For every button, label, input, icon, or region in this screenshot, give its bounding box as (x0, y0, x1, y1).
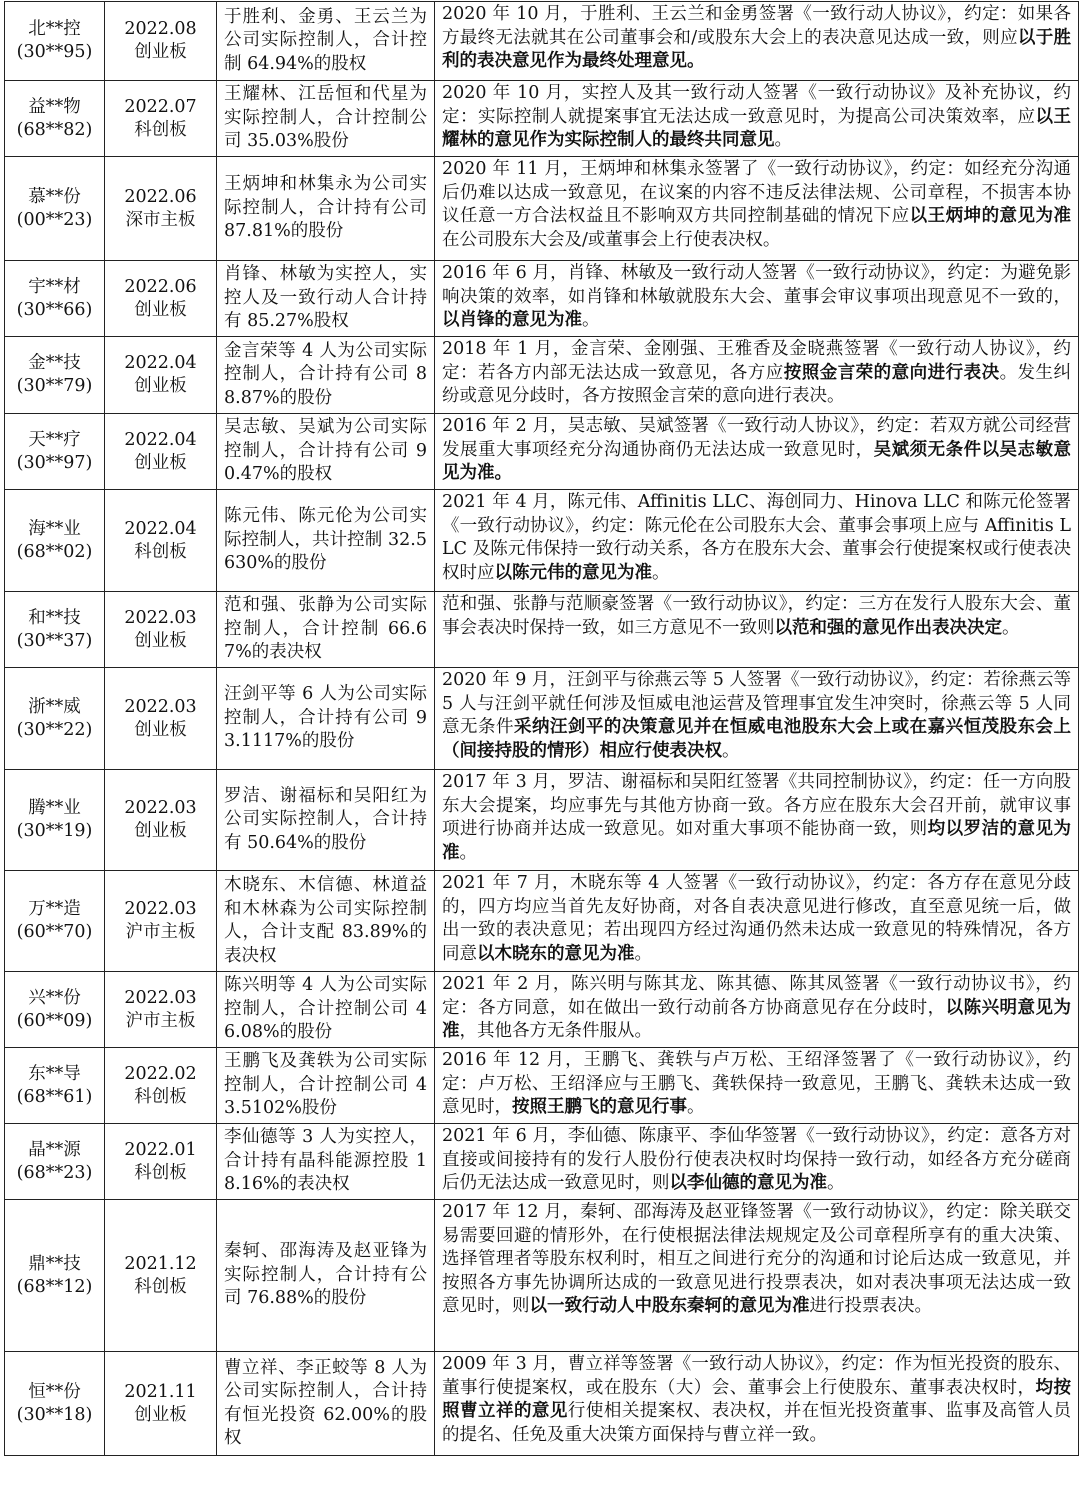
controllers-cell: 陈元伟、陈元伦为公司实际控制人，共计控制 32.5630%的股份 (217, 490, 435, 592)
listing-cell (105, 592, 217, 668)
listing-cell (105, 1124, 217, 1200)
agreement-text: 2017 年 3 月，罗洁、谢福标和吴阳红签署《共同控制协议》，约定：任一方向股东大会提案，均应事先与其他方协商一致。各方应在股东大会召开前，就审议事项进行协商并达成一致意见。如对重大事项不能协商一致，则 (442, 772, 1071, 839)
listing-board: 沪市主板 (125, 1010, 196, 1031)
company-cell (5, 1124, 105, 1200)
listing-date: 2022.06 (124, 186, 197, 207)
company-name: 宇**材 (28, 276, 81, 297)
listing-board: 科创板 (134, 119, 187, 140)
listing-board: 科创板 (134, 1162, 187, 1183)
agreement-cell (435, 972, 1079, 1048)
controllers-cell: 李仙德等 3 人为实控人，合计持有晶科能源控股 18.16%的表决权 (217, 1124, 435, 1200)
listing-date: 2022.03 (124, 987, 197, 1008)
agreement-text: 2021 年 2 月，陈兴明与陈其龙、陈其德、陈其凤签署《一致行动协议书》，约定：各方同意，如在做出一致行动前各方协商意见存在分歧时， (442, 974, 1071, 1018)
agreement-text: 2020 年 10 月，实控人及其一致行动人签署《一致行动协议》及补充协议，约定：实际控制人就提案事宜无法达成一致意见时，为提高公司决策效率，应 (442, 83, 1071, 127)
company-name: 鼎**技 (28, 1253, 81, 1274)
table-row (5, 668, 1079, 770)
table-row (5, 1200, 1079, 1352)
listing-date: 2022.03 (124, 899, 197, 919)
agreement-cell (435, 1200, 1079, 1352)
agreement-text: 2016 年 2 月，吴志敏、吴斌签署《一致行动人协议》，约定：若双方就公司经营发展重大事项经充分沟通协商仍无法达成一致意见时， (442, 416, 1071, 460)
agreement-key-clause: 按照王鹏飞的意见行事 (512, 1097, 687, 1117)
agreement-cell (435, 871, 1079, 972)
agreement-cell (435, 414, 1079, 490)
agreement-key-clause: 以木晓东的意见为准 (477, 943, 635, 964)
agreement-key-clause: 以陈兴明意见为准 (442, 997, 1072, 1041)
agreement-key-clause: 以一致行动人中股东秦轲的意见为准 (529, 1296, 810, 1316)
agreement-tail: 。 (652, 562, 670, 583)
agreement-cell (435, 1124, 1079, 1200)
agreement-cell (435, 157, 1079, 261)
listing-cell (105, 1048, 217, 1124)
agreement-tail: 。 (774, 130, 792, 150)
company-cell (5, 770, 105, 871)
agreement-cell (435, 81, 1079, 157)
concerted-action-table (4, 1, 1079, 1456)
controllers-cell: 王炳坤和林集永为公司实际控制人，合计持有公司 87.81%的股份 (217, 157, 435, 261)
agreement-key-clause: 以王耀林的意见作为实际控制人的最终共同意见 (442, 106, 1072, 150)
company-name: 海**业 (28, 518, 81, 539)
listing-board: 科创板 (134, 1276, 187, 1297)
agreement-key-clause: 以范和强的意见作出表决决定 (774, 617, 1002, 638)
stock-code: (60**09) (16, 1010, 93, 1031)
listing-cell (105, 1200, 217, 1352)
agreement-text: 2021 年 4 月，陈元伟、Affinitis LLC、海创同力、Hinova LLC 和陈元伦签署《一致行动协议》，约定：陈元伦在公司股东大会、董事会事项上应与 Affinitis LLC 及陈元伟保持一致行动关系，各方在股东大会、董事会行使提案权或行使表决权时应 (442, 492, 1071, 583)
agreement-text: 2009 年 3 月，曹立祥等签署《一致行动人协议》，约定：作为恒光投资的股东、董事行使提案权，或在股东（大）会、董事会上行使股东、董事表决权时， (442, 1354, 1071, 1398)
agreement-cell (435, 2, 1079, 81)
listing-date: 2022.07 (124, 96, 197, 117)
company-name: 天**疗 (28, 429, 81, 450)
agreement-tail: 。 (1002, 617, 1020, 638)
company-name: 和**技 (28, 607, 81, 628)
agreement-text: 2016 年 12 月，王鹏飞、龚轶与卢万松、王绍泽签署了《一致行动协议》，约定：卢万松、王绍泽应与王鹏飞、龚轶保持一致意见，王鹏飞、龚轶未达成一致意见时， (442, 1050, 1071, 1117)
listing-cell (105, 770, 217, 871)
controllers-cell: 罗洁、谢福标和吴阳红为公司实际控制人，合计持有 50.64%的股份 (217, 770, 435, 871)
stock-code: (30**19) (16, 821, 93, 841)
controllers-cell: 肖锋、林敏为实控人，实控人及一致行动人合计持有 85.27%股权 (217, 261, 435, 337)
controllers-cell: 于胜利、金勇、王云兰为公司实际控制人，合计控制 64.94%的股权 (217, 2, 435, 81)
listing-cell (105, 490, 217, 592)
agreement-text: 2017 年 12 月，秦轲、邵海涛及赵亚锋签署《一致行动协议》，约定：除关联交易需要回避的情形外，在行使根据法律法规规定及公司章程所享有的重大决策、选择管理者等股东权利时，相互之间进行充分的沟通和讨论后达成一致意见，并按照各方事先协调所达成的一致意见进行投票表决，如对表决事项无法达成一致意见时，则 (442, 1202, 1071, 1316)
stock-code: (60**70) (16, 922, 93, 942)
stock-code: (00**23) (16, 209, 93, 230)
agreement-text: 2020 年 9 月，汪剑平与徐燕云等 5 人签署《一致行动协议》，约定：若徐燕云等 5 人与汪剑平就任何涉及恒威电池运营及管理事宜发生冲突时，徐燕云等 5 人同意无条件 (442, 670, 1071, 737)
listing-cell (105, 81, 217, 157)
controllers-cell: 秦轲、邵海涛及赵亚锋为实际控制人，合计持有公司 76.88%的股份 (217, 1200, 435, 1352)
stock-code: (30**22) (16, 719, 93, 740)
agreement-cell (435, 261, 1079, 337)
agreement-text: 2020 年 11 月，王炳坤和林集永签署了《一致行动协议》，约定：如经充分沟通后仍难以达成一致意见，在议案的内容不违反法律法规、公司章程，不损害本协议任意一方合法权益且不影响双方共同控制基础的情况下应 (442, 159, 1071, 226)
stock-code: (30**97) (16, 452, 93, 473)
agreement-text: 2021 年 6 月，李仙德、陈康平、李仙华签署《一致行动协议》，约定：意各方对直接或间接持有的发行人股份行使表决权时均保持一致行动，如经各方充分磋商后仍无法达成一致意见时，则 (442, 1126, 1071, 1193)
agreement-key-clause: 均按照曹立祥的意见 (442, 1377, 1072, 1421)
agreement-key-clause: 以肖锋的意见为准 (442, 310, 582, 330)
agreement-tail: 进行投票表决。 (809, 1296, 932, 1316)
listing-cell (105, 2, 217, 81)
listing-date: 2021.11 (124, 1381, 197, 1402)
listing-date: 2021.12 (124, 1253, 197, 1274)
agreement-cell (435, 1048, 1079, 1124)
agreement-key-clause: 采纳汪剑平的决策意见并在恒威电池股东大会上或在嘉兴恒茂股东会上（间接持股的情形）相应行使表决权 (442, 717, 1072, 761)
controllers-cell: 陈兴明等 4 人为公司实际控制人，合计控制公司 46.08%的股份 (217, 972, 435, 1048)
table-row (5, 592, 1079, 668)
table-row (5, 490, 1079, 592)
listing-date: 2022.03 (124, 696, 197, 717)
listing-cell (105, 414, 217, 490)
listing-board: 科创板 (134, 1086, 187, 1107)
listing-date: 2022.02 (124, 1063, 197, 1084)
company-name: 恒**份 (28, 1381, 81, 1402)
agreement-tail: 。发生纠纷或意见分歧时，各方按照金言荣的意向进行表决。 (442, 362, 1072, 406)
agreement-tail: 。 (634, 943, 652, 964)
agreement-key-clause: 按照金言荣的意向进行表决 (783, 362, 1000, 383)
table-row (5, 261, 1079, 337)
listing-board: 创业板 (134, 821, 187, 841)
listing-board: 科创板 (134, 541, 187, 562)
table-row (5, 1048, 1079, 1124)
table-row (5, 1124, 1079, 1200)
table-row (5, 1352, 1079, 1456)
company-cell (5, 592, 105, 668)
company-cell (5, 81, 105, 157)
listing-date: 2022.08 (124, 19, 197, 39)
company-cell (5, 490, 105, 592)
listing-cell (105, 871, 217, 972)
listing-board: 深市主板 (125, 209, 196, 230)
stock-code: (30**95) (16, 42, 93, 62)
stock-code: (68**82) (16, 119, 93, 140)
agreement-text: 2021 年 7 月，木晓东等 4 人签署《一致行动协议》，约定：各方存在意见分歧的，四方均应当首先友好协商，对各自表决意见进行修改，直至意见统一后，做出一致的表决意见；若出现四方经过沟通仍然未达成一致意见的特殊情况，各方同意 (442, 873, 1071, 964)
listing-board: 沪市主板 (125, 922, 196, 942)
controllers-cell: 范和强、张静为公司实际控制人，合计控制 66.67%的表决权 (217, 592, 435, 668)
company-cell (5, 157, 105, 261)
listing-board: 创业板 (134, 376, 187, 396)
listing-board: 创业板 (134, 42, 187, 62)
listing-cell (105, 972, 217, 1048)
stock-code: (30**79) (16, 376, 93, 396)
controllers-cell: 木晓东、木信德、林道益和木林森为公司实际控制人，合计支配 83.89%的表决权 (217, 871, 435, 972)
agreement-key-clause: 以于胜利的表决意见作为最终处理意见。 (442, 27, 1071, 71)
agreement-tail: 。 (827, 1173, 845, 1193)
company-name: 东**导 (28, 1063, 81, 1084)
company-name: 腾**业 (28, 798, 81, 818)
agreement-text: 2016 年 6 月，肖锋、林敏及一致行动人签署《一致行动协议》，约定：为避免影响决策的效率，如肖锋和林敏就股东大会、董事会审议事项出现意见不一致的， (442, 263, 1071, 307)
company-cell (5, 337, 105, 414)
table-row (5, 414, 1079, 490)
listing-board: 创业板 (134, 1404, 187, 1425)
listing-cell (105, 157, 217, 261)
agreement-key-clause: 以陈元伟的意见为准 (494, 562, 652, 583)
stock-code: (68**23) (16, 1162, 93, 1183)
agreement-cell (435, 337, 1079, 414)
listing-board: 创业板 (134, 719, 187, 740)
stock-code: (30**66) (16, 299, 93, 320)
agreement-tail: 。 (687, 1097, 705, 1117)
table-row (5, 2, 1079, 81)
company-name: 慕**份 (28, 186, 81, 207)
listing-date: 2022.01 (124, 1139, 197, 1160)
stock-code: (30**18) (16, 1404, 93, 1425)
listing-cell (105, 1352, 217, 1456)
company-name: 益**物 (28, 96, 81, 117)
controllers-cell: 王耀林、江岳恒和代星为实际控制人，合计控制公司 35.03%股份 (217, 81, 435, 157)
listing-cell (105, 261, 217, 337)
table-row (5, 81, 1079, 157)
listing-board: 创业板 (134, 452, 187, 473)
controllers-cell: 汪剑平等 6 人为公司实际控制人，合计持有公司 93.1117%的股份 (217, 668, 435, 770)
listing-cell (105, 668, 217, 770)
agreement-text: 2020 年 10 月，于胜利、王云兰和金勇签署《一致行动人协议》，约定：如果各方最终无法就其在公司董事会和/或股东大会上的表决意见达成一致，则应 (442, 4, 1071, 48)
company-cell (5, 668, 105, 770)
agreement-key-clause: 均以罗洁的意见为准 (442, 819, 1072, 863)
agreement-cell (435, 592, 1079, 668)
company-name: 万**造 (28, 899, 81, 919)
stock-code: (68**61) (16, 1086, 93, 1107)
company-cell (5, 261, 105, 337)
table-row (5, 770, 1079, 871)
agreement-cell (435, 668, 1079, 770)
listing-date: 2022.04 (124, 429, 197, 450)
listing-date: 2022.06 (124, 276, 197, 297)
stock-code: (30**37) (16, 630, 93, 651)
agreement-key-clause: 吴斌须无条件以吴志敏意见为准。 (442, 439, 1072, 483)
agreement-text: 范和强、张静与范顺豪签署《一致行动协议》，约定：三方在发行人股东大会、董事会表决时保持一致，如三方意见不一致则 (442, 594, 1071, 638)
company-name: 北**控 (28, 19, 81, 39)
agreement-tail: 行使相关提案权、表决权，并在恒光投资董事、监事及高管人员的提名、任免及重大决策方面保持与曹立祥一致。 (442, 1401, 1072, 1445)
agreement-cell (435, 1352, 1079, 1456)
company-cell (5, 414, 105, 490)
listing-date: 2022.03 (124, 798, 197, 818)
listing-board: 创业板 (134, 630, 187, 651)
table-row (5, 972, 1079, 1048)
stock-code: (68**12) (16, 1276, 93, 1297)
company-cell (5, 972, 105, 1048)
agreement-cell (435, 770, 1079, 871)
company-name: 浙**威 (28, 696, 81, 717)
agreement-tail: ，其他各方无条件服从。 (459, 1021, 652, 1041)
listing-date: 2022.04 (124, 518, 197, 539)
company-cell (5, 1200, 105, 1352)
company-cell (5, 1048, 105, 1124)
listing-board: 创业板 (134, 299, 187, 320)
agreement-key-clause: 以王炳坤的意见为准 (909, 206, 1072, 226)
agreement-cell (435, 490, 1079, 592)
agreement-tail: 。 (722, 740, 740, 761)
agreement-tail: 。 (459, 842, 477, 863)
table-row (5, 337, 1079, 414)
controllers-cell: 曹立祥、李正蛟等 8 人为公司实际控制人，合计持有恒光投资 62.00%的股权 (217, 1352, 435, 1456)
company-name: 兴**份 (28, 987, 81, 1008)
company-cell (5, 2, 105, 81)
agreement-key-clause: 以李仙德的意见为准 (669, 1173, 827, 1193)
company-name: 晶**源 (28, 1139, 81, 1160)
listing-cell (105, 337, 217, 414)
company-cell (5, 871, 105, 972)
controllers-cell: 吴志敏、吴斌为公司实际控制人，合计持有公司 90.47%的股权 (217, 414, 435, 490)
company-cell (5, 1352, 105, 1456)
listing-date: 2022.04 (124, 353, 197, 373)
table-body (5, 2, 1079, 1456)
table-row (5, 871, 1079, 972)
controllers-cell: 金言荣等 4 人为公司实际控制人，合计持有公司 88.87%的股份 (217, 337, 435, 414)
controllers-cell: 王鹏飞及龚轶为公司实际控制人，合计控制公司 43.5102%股份 (217, 1048, 435, 1124)
stock-code: (68**02) (16, 541, 93, 562)
company-name: 金**技 (28, 353, 81, 373)
agreement-tail: 在公司股东大会及/或董事会上行使表决权。 (442, 229, 781, 250)
table-row (5, 157, 1079, 261)
agreement-text: 2018 年 1 月，金言荣、金刚强、王雅香及金晓燕签署《一致行动人协议》，约定：若各方内部无法达成一致意见，各方应 (442, 339, 1071, 383)
listing-date: 2022.03 (124, 607, 197, 628)
agreement-tail: 。 (582, 310, 600, 330)
